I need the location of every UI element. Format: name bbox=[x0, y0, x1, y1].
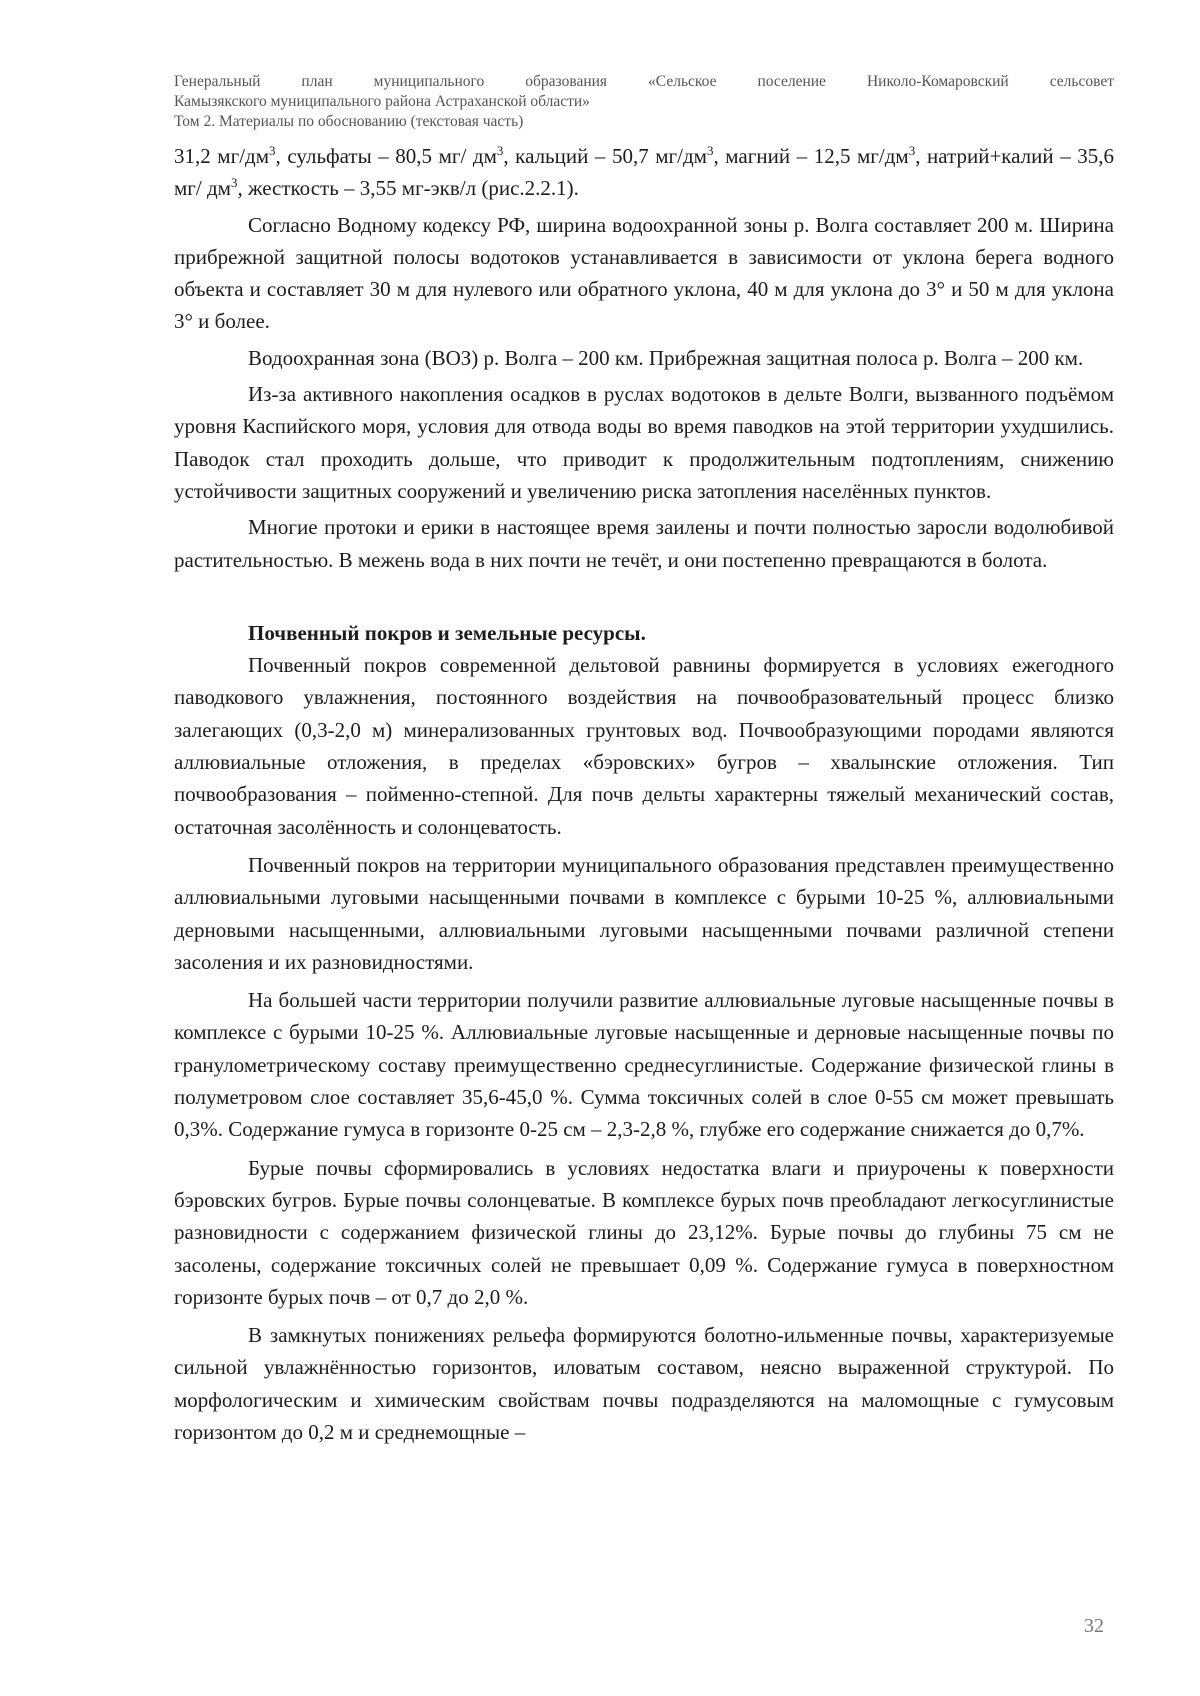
meadow-soils-paragraph: На большей части территории получили развитие аллювиальные луговые насыщенные почвы в комплексе с бурыми 10-25 %. Аллювиальные луговые насыщенные и дерновые насыщенные почвы по гранулометрическому составу преимущественно среднесуглинистые. Содержание физической глины в полуметровом слое составляет 35,6-45,0 %. Сумма токсичных солей в слое 0-55 см может превышать 0,3%. Содержание гумуса в горизонте 0-25 см – 2,3-2,8 %, глубже его содержание снижается до 0,7%. bbox=[174, 988, 1114, 1142]
text-fragment: , натрий+калий – 35,6 мг/ дм bbox=[174, 144, 1115, 201]
water-composition-paragraph bbox=[174, 140, 1114, 205]
section-heading: Почвенный покров и земельные ресурсы. bbox=[248, 620, 646, 645]
superscript: 3 bbox=[230, 175, 238, 191]
text-fragment: 31,2 мг/дм bbox=[174, 144, 270, 168]
superscript: 3 bbox=[706, 143, 714, 158]
marsh-soils-paragraph: В замкнутых понижениях рельефа формируются болотно-ильменные почвы, характеризуемые сильной увлажнённостью горизонтов, иловатым составом, неясно выраженной структурой. По морфологическим и химическим свойствам почвы подразделяются на маломощные с гумусовым горизонтом до 0,2 м и среднемощные – bbox=[174, 1323, 1114, 1444]
text-fragment: , сульфаты – 80,5 мг/ дм bbox=[275, 144, 497, 168]
running-header bbox=[174, 72, 1114, 132]
header-line-1: Генеральный план муниципального образования «Сельское поселение Николо-Комаровский сельсовет bbox=[174, 73, 1114, 90]
text-fragment: , магний – 12,5 мг/дм bbox=[713, 144, 909, 168]
channels-paragraph: Многие протоки и ерики в настоящее время заилены и почти полностью заросли водолюбивой растительностью. В межень вода в них почти не течёт, и они постепенно превращаются в болота. bbox=[174, 515, 1114, 572]
superscript: 3 bbox=[269, 143, 276, 158]
text-fragment: , жесткость – 3,55 мг-экв/л (рис.2.2.1). bbox=[237, 176, 579, 201]
header-line-3: Том 2. Материалы по обоснованию (текстовая часть) bbox=[174, 113, 524, 130]
soil-composition-paragraph: Почвенный покров на территории муниципального образования представлен преимущественно аллювиальными луговыми насыщенными почвами в комплексе с бурыми 10-25 %, аллювиальными дерновыми насыщенными, аллювиальными луговыми насыщенными почвами различной степени засоления и их разновидностями. bbox=[174, 852, 1114, 974]
soil-cover-paragraph: Почвенный покров современной дельтовой равнины формируется в условиях ежегодного паводкового увлажнения, постоянного воздействия на почвообразовательный процесс близко залегающих (0,3-2,0 м) минерализованных грунтовых вод. Почвообразующими породами являются аллювиальные отложения, в пределах «бэровских» бугров – хвалынские отложения. Тип почвообразования – пойменно-степной. Для почв дельты характерны тяжелый механический состав, остаточная засолённость и солонцеватость. bbox=[174, 653, 1114, 839]
sedimentation-paragraph: Из-за активного накопления осадков в руслах водотоков в дельте Волги, вызванного подъёмом уровня Каспийского моря, условия для отвода воды во время паводков на этой территории ухудшились. Паводок стал проходить дольше, что приводит к продолжительным подтоплениям, снижению устойчивости защитных сооружений и увеличению риска затопления населённых пунктов. bbox=[174, 382, 1114, 503]
water-protection-zone-paragraph: Согласно Водному кодексу РФ, ширина водоохранной зоны р. Волга составляет 200 м. Ширина прибрежной защитной полосы водотоков устанавливается в зависимости от уклона берега водного объекта и составляет 30 м для нулевого или обратного уклона, 40 м для уклона до 3° и 50 м для уклона 3° и более. bbox=[174, 212, 1114, 334]
text-fragment: , кальций – 50,7 мг/дм bbox=[503, 144, 707, 168]
superscript: 3 bbox=[496, 143, 504, 158]
voz-paragraph: Водоохранная зона (ВОЗ) р. Волга – 200 км. Прибрежная защитная полоса р. Волга – 200 км. bbox=[248, 345, 1084, 370]
page-body bbox=[174, 140, 1114, 1448]
superscript: 3 bbox=[908, 143, 916, 158]
header-line-2: Камызякского муниципального района Астраханской области» bbox=[174, 93, 590, 110]
brown-soils-paragraph: Бурые почвы сформировались в условиях недостатка влаги и приурочены к поверхности бэровских бугров. Бурые почвы солонцеватые. В комплексе бурых почв преобладают легкосуглинистые разновидности с содержанием физической глины до 23,12%. Бурые почвы до глубины 75 см не засолены, содержание токсичных солей не превышает 0,09 %. Содержание гумуса в поверхностном горизонте бурых почв – от 0,7 до 2,0 %. bbox=[174, 1155, 1114, 1309]
page-number: 32 bbox=[1084, 1615, 1104, 1637]
